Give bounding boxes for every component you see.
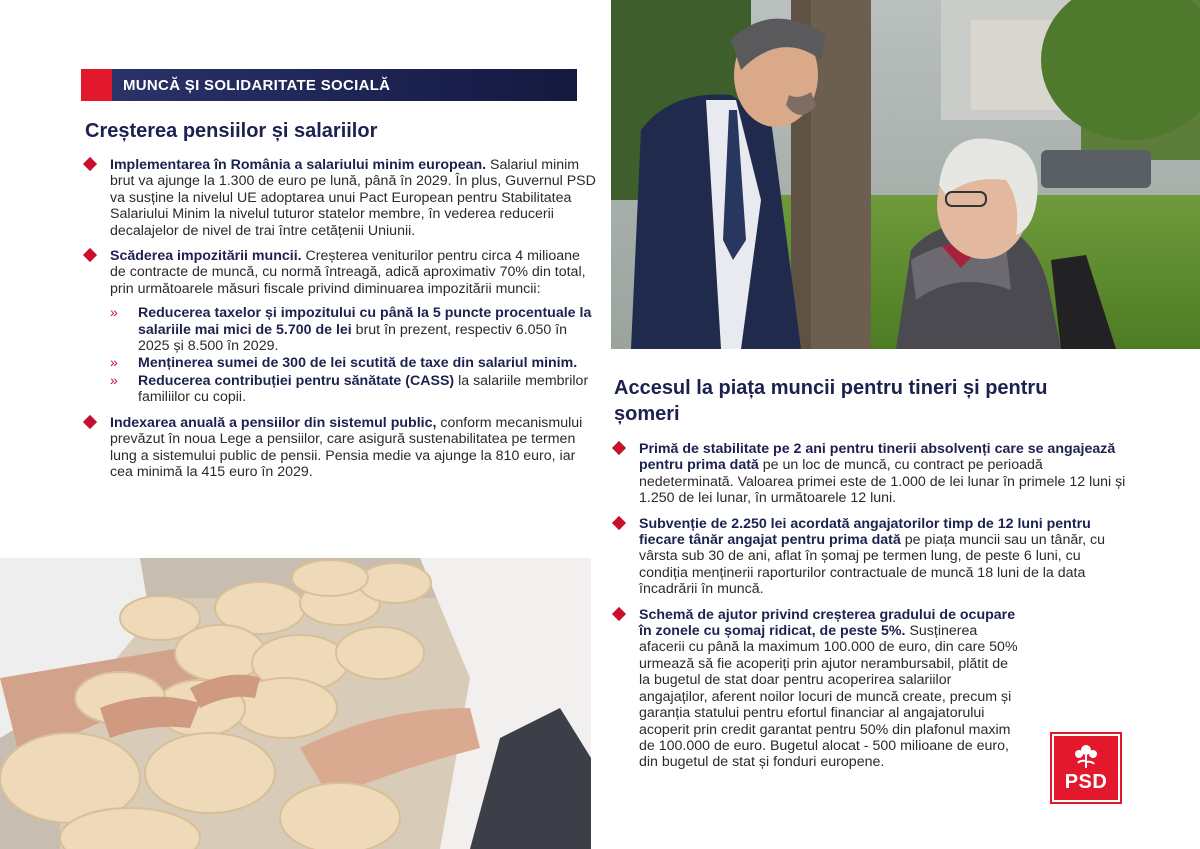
left-heading: Creșterea pensiilor și salariilor: [85, 120, 378, 142]
photo-conversation-image: [611, 0, 1200, 349]
psd-logo: [1052, 734, 1120, 802]
bullet-bold-text: Subvenție de 2.250 lei acordată angajatorilor timp de 12 luni pentru fiecare tânăr angajat pentru prima dată: [639, 515, 1091, 549]
sub-list-item: [110, 305, 596, 354]
diamond-icon: [612, 516, 626, 530]
bullet-text: Creșterea veniturilor pentru circa 4 milioane de contracte de muncă, cu normă întreagă, adică aproximativ 70% din total, prin următoarele măsuri fiscale privind diminuarea impozitării muncii:: [110, 248, 586, 297]
chevron-right-icon: »: [110, 371, 118, 388]
left-bullet-list: [84, 157, 596, 489]
sub-list-item: [110, 373, 596, 406]
sub-text: la salariile membrilor familiilor cu copii.: [138, 372, 589, 406]
sub-text: brut în prezent, respectiv 6.050 în 2025 și 8.500 în 2029.: [138, 321, 568, 355]
bullet-text: Susținerea afacerii cu până la maximum 100.000 de euro, din care 50% urmează să fie acoperiți prin ajutor nerambursabil, plătit de la bugetul de stat doar pentru acoperirea salariilor angajaților, aferent noilor locuri de muncă create, precum și garanția statului pentru efortul financiar al angajatorului acoperit prin credit garantat pentru 50% din plafonul maxim de 100.000 de euro. Bugetul alocat - 500 milioane de euro, din bugetul de stat și fonduri europene.: [639, 623, 1018, 771]
list-item: [613, 607, 1128, 771]
section-label: MUNCĂ ȘI SOLIDARITATE SOCIALĂ: [112, 69, 577, 101]
diamond-icon: [83, 157, 97, 171]
photo-bread-image: [0, 558, 591, 849]
bullet-bold-text: Primă de stabilitate pe 2 ani pentru tinerii absolvenți care se angajează pentru prima dată: [639, 441, 1116, 474]
bullet-bold-text: Schemă de ajutor privind creșterea gradului de ocupare în zonele cu șomaj ridicat, de peste 5%.: [639, 606, 1016, 640]
bullet-bold-text: Indexarea anuală a pensiilor din sistemul public,: [110, 414, 437, 431]
chevron-right-icon: »: [110, 354, 118, 371]
bullet-text: pe un loc de muncă, cu contract pe perioadă nedeterminată. Valoarea primei este de 1.000 de lei lunar în primele 12 luni și 1.250 de lei lunar, în următoarele 12 luni.: [639, 457, 1126, 507]
chevron-right-icon: »: [110, 304, 118, 321]
photo-conversation-park: [611, 0, 1200, 349]
diamond-icon: [83, 248, 97, 262]
rose-icon: [1072, 743, 1100, 769]
bullet-bold-text: Implementarea în România a salariului minim european.: [110, 157, 487, 173]
diamond-icon: [612, 607, 626, 621]
sub-bullet-list: [110, 305, 596, 405]
section-banner: [81, 69, 577, 101]
right-heading: Accesul la piața muncii pentru tineri și pentru șomeri: [614, 377, 1048, 425]
sub-bold-text: Menținerea sumei de 300 de lei scutită de taxe din salariul minim.: [138, 355, 578, 372]
bullet-text: conform mecanismului prevăzut în noua Lege a pensiilor, care asigură sustenabilitatea pe termen lung a sistemului public de pensii. Pensia medie va ajunge la 810 euro, iar cea minimă la 415 euro în 2029.: [110, 414, 583, 480]
diamond-icon: [83, 415, 97, 429]
bullet-text: pe piața muncii sau un tânăr, cu vârsta sub 30 de ani, aflat în șomaj pe termen lung, de peste 6 luni, cu condiția menținerii raporturilor contractuale de muncă 18 luni de la data încadrării în muncă.: [639, 532, 1106, 598]
right-bullet-list: [613, 441, 1128, 780]
banner-accent: [81, 69, 112, 101]
sub-list-item: [110, 355, 596, 371]
bullet-text: Salariul minim brut va ajunge la 1.300 de euro pe lună, până în 2029. În plus, Guvernul PSD va susține la nivelul UE adoptarea unui Pact European pentru Stabilitatea Salariului Minim la nivelul tuturor statelor membre, în vederea reducerii decalajelor de nivel de trai între cetățenii Uniunii.: [110, 157, 596, 239]
bullet-bold-text: Scăderea impozitării muncii.: [110, 248, 302, 265]
list-item: [84, 248, 596, 406]
list-item: [84, 157, 596, 239]
list-item: [613, 516, 1128, 598]
list-item: [84, 415, 596, 481]
photo-bread-dough: [0, 558, 591, 849]
diamond-icon: [612, 441, 626, 455]
logo-text: PSD: [1064, 770, 1108, 793]
list-item: [613, 441, 1128, 507]
sub-bold-text: Reducerea contribuției pentru sănătate (CASS): [138, 372, 455, 389]
sub-bold-text: Reducerea taxelor și impozitului cu până la 5 puncte procentuale la salariile mai mici de 5.700 de lei: [138, 305, 592, 338]
